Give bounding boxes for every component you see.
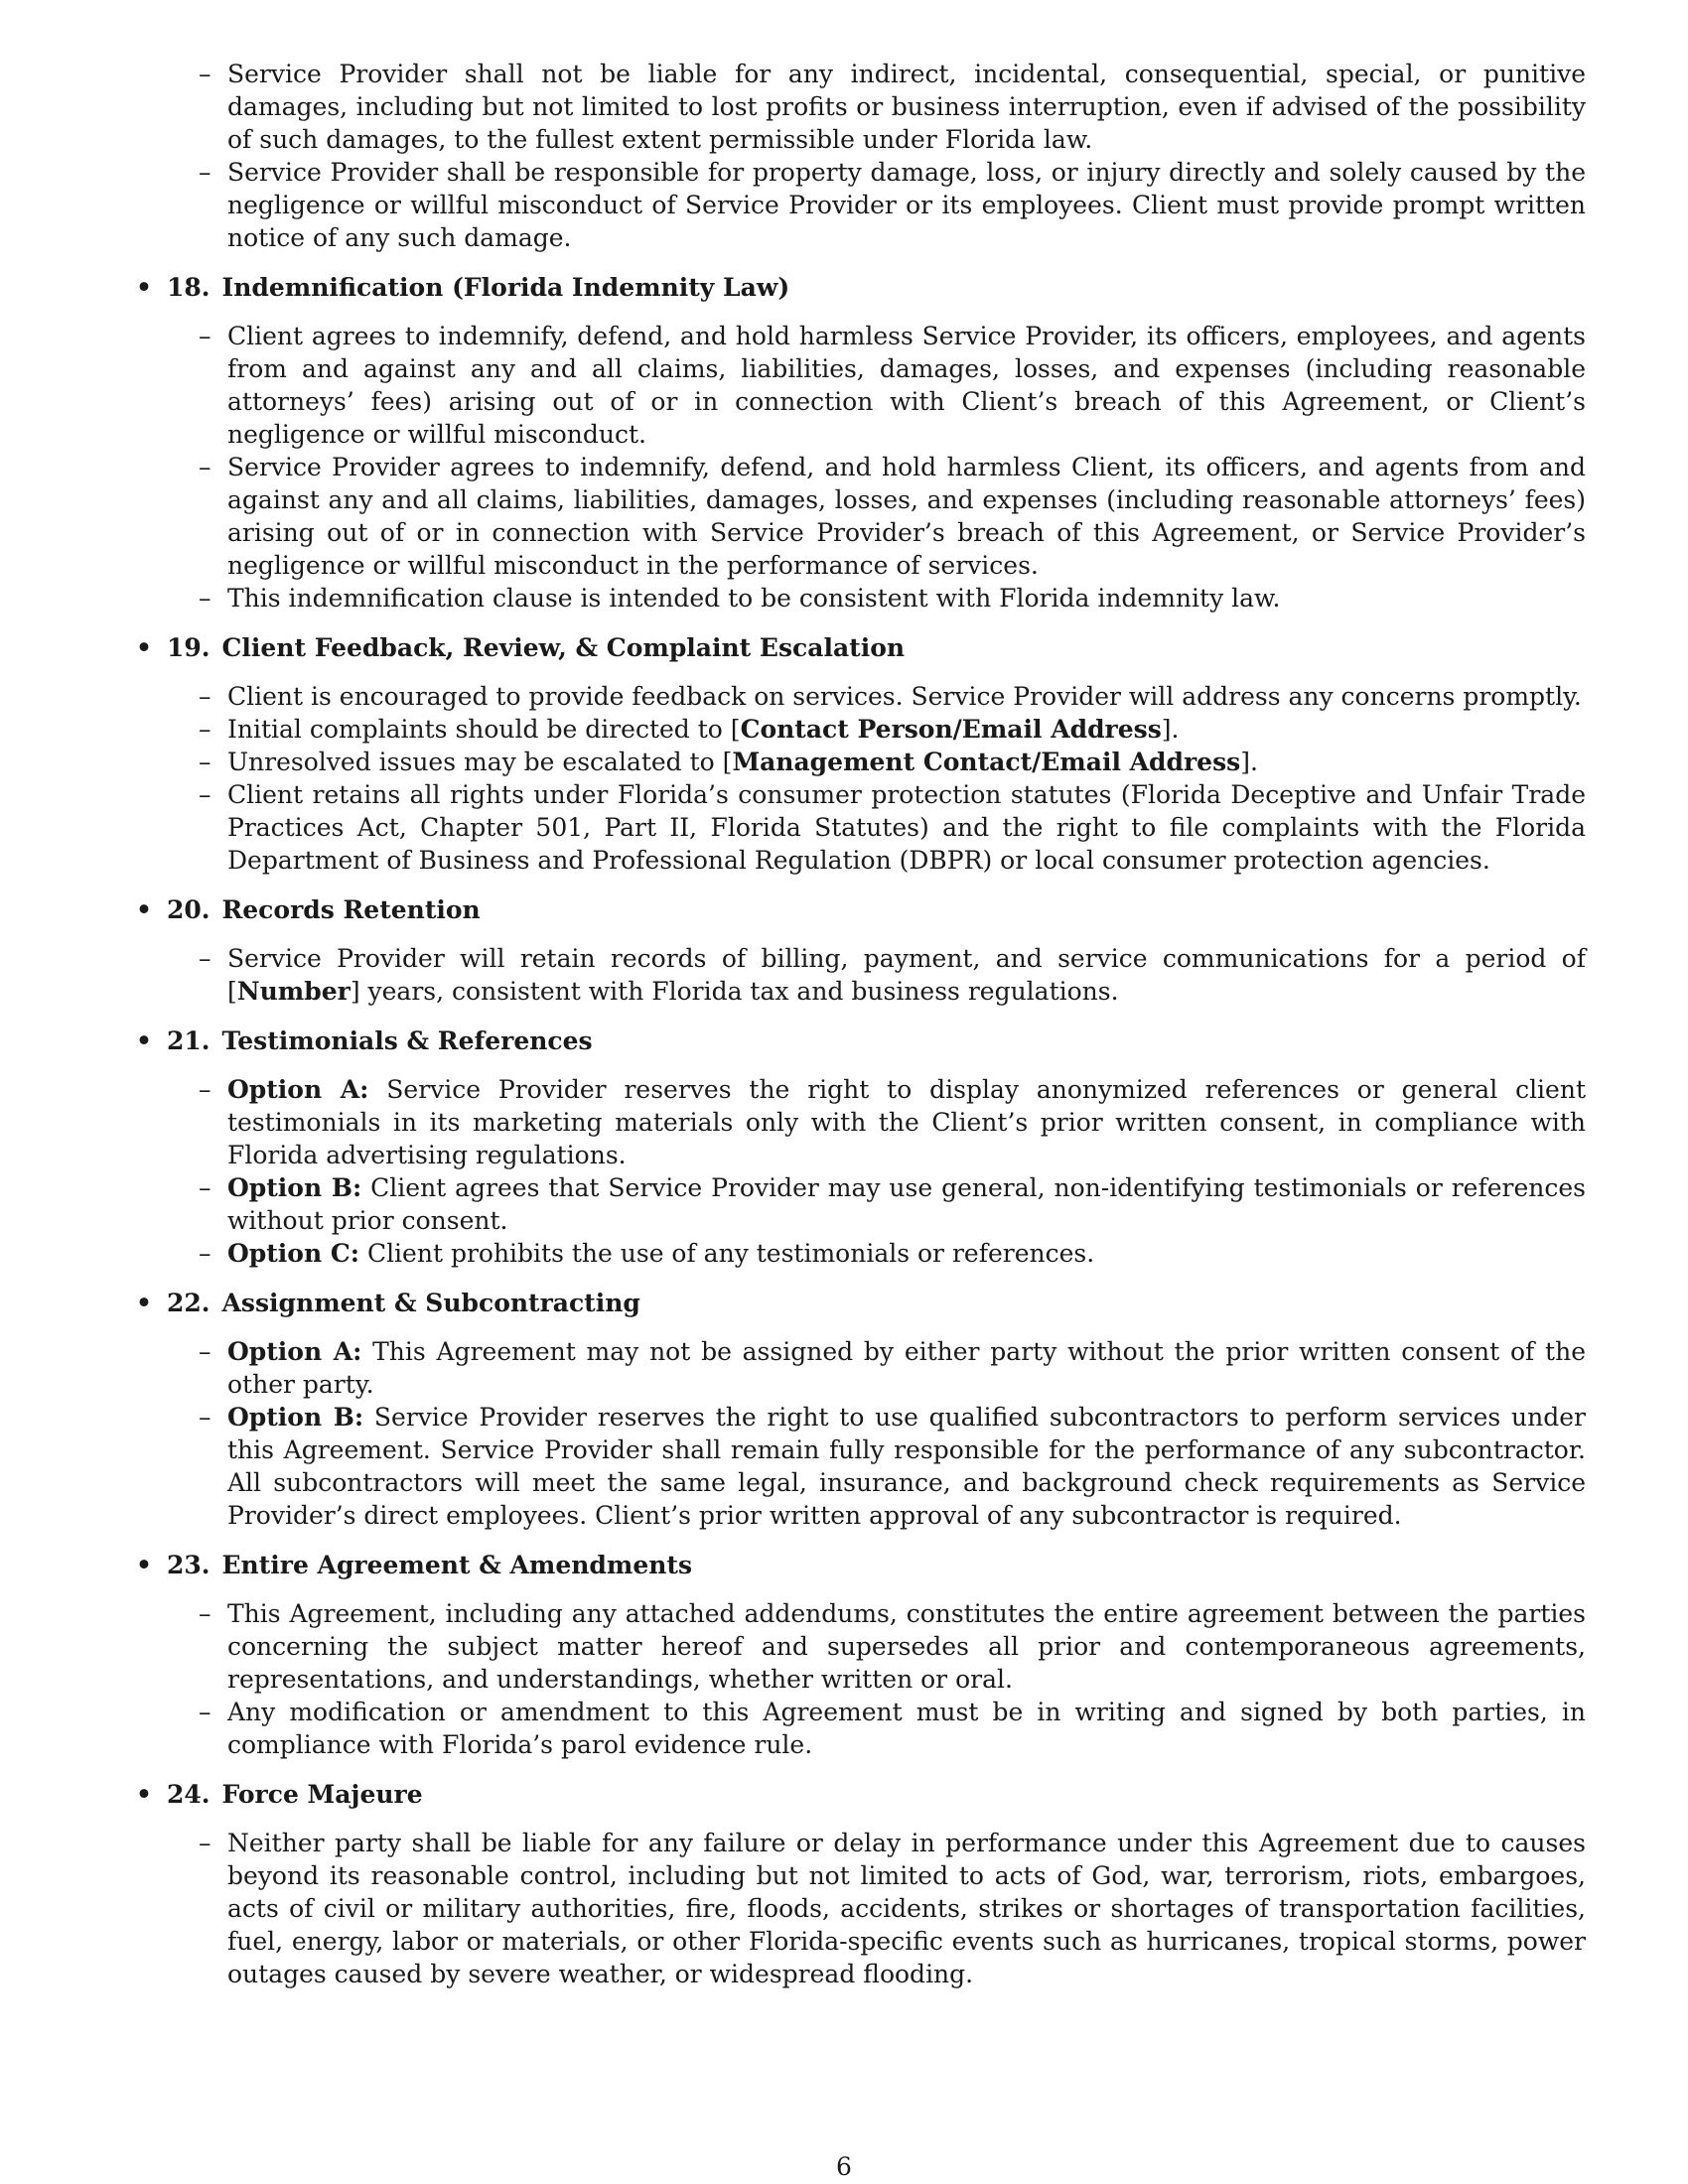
bullet-icon: • (136, 1780, 152, 1809)
continued-item-list (136, 58, 1586, 254)
section-23 (136, 1549, 1586, 1761)
management-contact-placeholder: Management Contact/Email Address (732, 748, 1241, 776)
clause-text: ] years, consistent with Florida tax and business regulations. (350, 977, 1119, 1006)
section-24 (136, 1778, 1586, 1990)
section-heading (136, 631, 1586, 664)
section-heading (136, 1778, 1586, 1811)
clause-item: – This Agreement, including any attached addendums, constitutes the entire agreement between the parties concerning the subject matter hereof and supersedes all prior and contemporaneous agreements, representations, and understandings, whether written or oral. (227, 1597, 1586, 1696)
clause-list (136, 680, 1586, 877)
bullet-icon: • (136, 895, 152, 924)
section-18 (136, 271, 1586, 614)
clause-text: ]. (1240, 748, 1258, 776)
clause-item: – This indemnification clause is intended to be consistent with Florida indemnity law. (227, 582, 1586, 614)
clause-item: – Service Provider agrees to indemnify, defend, and hold harmless Client, its officers, and agents from and against any and all claims, liabilities, damages, losses, and expenses (including reasonable attorneys’ fees) arising out of or in connection with Service Provider’s breach of this Agreement, or Service Provider’s negligence or willful misconduct in the performance of services. (227, 451, 1586, 582)
option-label: Option A: (227, 1337, 362, 1366)
option-item (227, 1401, 1586, 1532)
clause-text: Service Provider will retain records of billing, payment, and service communications for a period of [ (227, 944, 1586, 1006)
clause-item: – Client is encouraged to provide feedback on services. Service Provider will address any concerns promptly. (227, 680, 1586, 713)
section-heading (136, 1287, 1586, 1319)
section-heading (136, 1549, 1586, 1581)
option-text: Service Provider reserves the right to use qualified subcontractors to perform services under this Agreement. Service Provider shall remain fully responsible for the performance of any subcontractor. All subcontractors will meet the same legal, insurance, and background check requirements as Service Provider’s direct employees. Client’s prior written approval of any subcontractor is required. (227, 1403, 1586, 1530)
clause-item (227, 942, 1586, 1008)
clause-item (227, 746, 1586, 778)
section-22 (136, 1287, 1586, 1532)
section-21 (136, 1024, 1586, 1270)
bullet-icon: • (136, 1551, 152, 1579)
option-text: Client agrees that Service Provider may use general, non-identifying testimonials or references without prior consent. (227, 1173, 1587, 1235)
section-title: Force Majeure (221, 1780, 423, 1809)
bullet-icon: • (136, 273, 152, 302)
option-item (227, 1335, 1586, 1401)
section-number: 24. (167, 1780, 211, 1809)
section-number: 20. (167, 895, 211, 924)
option-label: Option B: (227, 1403, 364, 1432)
contact-placeholder: Contact Person/Email Address (740, 715, 1162, 744)
clause-list (136, 1335, 1586, 1532)
page-number: 6 (836, 2152, 852, 2181)
option-item (227, 1171, 1586, 1237)
section-20 (136, 893, 1586, 1008)
section-title: Client Feedback, Review, & Complaint Escalation (221, 633, 906, 662)
option-item (227, 1073, 1586, 1171)
option-label: Option C: (227, 1239, 359, 1268)
continued-item: – Service Provider shall be responsible for property damage, loss, or injury directly and solely caused by the negligence or willful misconduct of Service Provider or its employees. Client must provide prompt written notice of any such damage. (227, 156, 1586, 254)
section-heading (136, 893, 1586, 926)
option-item (227, 1237, 1586, 1270)
clause-text: Initial complaints should be directed to [ (227, 715, 741, 744)
option-text: Service Provider reserves the right to display anonymized references or general client testimonials in its marketing materials only with the Client’s prior written consent, in compliance with Florida advertising regulations. (227, 1075, 1586, 1169)
option-text: This Agreement may not be assigned by either party without the prior written consent of the other party. (227, 1337, 1586, 1399)
clause-item (227, 713, 1586, 746)
section-number: 23. (167, 1551, 211, 1579)
section-heading (136, 271, 1586, 304)
continued-item: – Service Provider shall not be liable for any indirect, incidental, consequential, special, or punitive damages, including but not limited to lost profits or business interruption, even if advised of the possibility of such damages, to the fullest extent permissible under Florida law. (227, 58, 1586, 156)
bullet-icon: • (136, 633, 152, 662)
section-heading (136, 1024, 1586, 1057)
clause-item: – Client retains all rights under Florida’s consumer protection statutes (Florida Deceptive and Unfair Trade Practices Act, Chapter 501, Part II, Florida Statutes) and the right to file complaints with the Florida Department of Business and Professional Regulation (DBPR) or local consumer protection agencies. (227, 778, 1586, 877)
bullet-icon: • (136, 1026, 152, 1055)
section-title: Testimonials & References (221, 1026, 593, 1055)
clause-text: Unresolved issues may be escalated to [ (227, 748, 733, 776)
section-title: Assignment & Subcontracting (221, 1289, 640, 1317)
option-label: Option A: (227, 1075, 369, 1104)
section-19 (136, 631, 1586, 877)
section-number: 18. (167, 273, 211, 302)
clause-list (136, 1827, 1586, 1990)
clause-list (136, 1073, 1586, 1270)
clause-list (136, 320, 1586, 614)
clause-item: – Client agrees to indemnify, defend, and hold harmless Service Provider, its officers, employees, and agents from and against any and all claims, liabilities, damages, losses, and expenses (including reasonable attorneys’ fees) arising out of or in connection with Client’s breach of this Agreement, or Client’s negligence or willful misconduct. (227, 320, 1586, 451)
clause-text: ]. (1161, 715, 1180, 744)
section-title: Records Retention (221, 895, 481, 924)
clause-item: – Any modification or amendment to this Agreement must be in writing and signed by both parties, in compliance with Florida’s parol evidence rule. (227, 1696, 1586, 1761)
section-number: 21. (167, 1026, 211, 1055)
document-body (136, 58, 1586, 1990)
clause-list (136, 942, 1586, 1008)
section-title: Indemnification (Florida Indemnity Law) (221, 273, 790, 302)
clause-item: – Neither party shall be liable for any failure or delay in performance under this Agreement due to causes beyond its reasonable control, including but not limited to acts of God, war, terrorism, riots, embargoes, acts of civil or military authorities, fire, floods, accidents, strikes or shortages of transportation facilities, fuel, energy, labor or materials, or other Florida-specific events such as hurricanes, tropical storms, power outages caused by severe weather, or widespread flooding. (227, 1827, 1586, 1990)
number-placeholder: Number (236, 977, 351, 1006)
section-title: Entire Agreement & Amendments (221, 1551, 693, 1579)
section-number: 19. (167, 633, 211, 662)
option-text: Client prohibits the use of any testimonials or references. (366, 1239, 1095, 1268)
clause-list (136, 1597, 1586, 1761)
section-number: 22. (167, 1289, 211, 1317)
option-label: Option B: (227, 1173, 362, 1202)
bullet-icon: • (136, 1289, 152, 1317)
